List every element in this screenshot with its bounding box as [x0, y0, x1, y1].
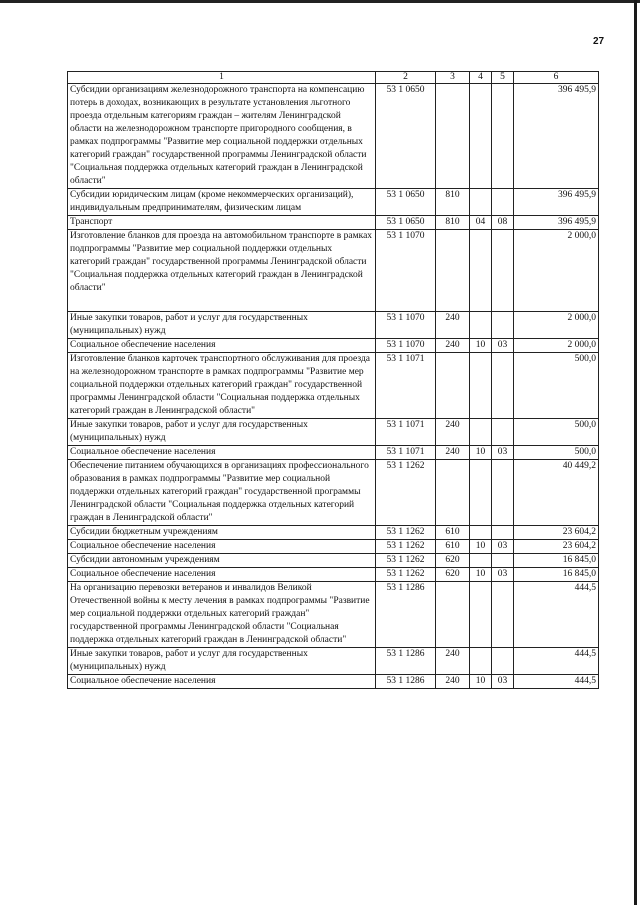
row-section — [470, 460, 492, 526]
row-name: Субсидии юридическим лицам (кроме некоммерческих организаций), индивидуальным предпринимателям, физическим лицам — [68, 189, 376, 216]
row-section: 10 — [470, 540, 492, 554]
row-type: 240 — [436, 312, 470, 339]
row-code: 53 1 1262 — [376, 460, 436, 526]
row-code: 53 1 1262 — [376, 526, 436, 540]
row-name: На организацию перевозки ветеранов и инвалидов Великой Отечественной войны к месту лечения в рамках подпрограммы "Развитие мер социальной поддержки отдельных категорий граждан" государственной программы Ленинградской области "Социальная поддержка отдельных категорий граждан в Ленинградской области" — [68, 582, 376, 648]
row-code: 53 1 1070 — [376, 312, 436, 339]
table-row — [68, 353, 599, 419]
table-row — [68, 554, 599, 568]
row-subsection: 03 — [492, 568, 514, 582]
row-type: 610 — [436, 526, 470, 540]
row-subsection — [492, 312, 514, 339]
table-row — [68, 648, 599, 675]
row-section — [470, 419, 492, 446]
row-name: Социальное обеспечение населения — [68, 446, 376, 460]
row-sum: 396 495,9 — [514, 216, 599, 230]
row-name: Социальное обеспечение населения — [68, 675, 376, 689]
table-row — [68, 312, 599, 339]
table-row — [68, 446, 599, 460]
row-subsection — [492, 84, 514, 189]
table-row — [68, 230, 599, 312]
row-section: 10 — [470, 446, 492, 460]
budget-table — [67, 71, 599, 689]
column-header: 4 — [470, 72, 492, 84]
row-sum: 40 449,2 — [514, 460, 599, 526]
table-row — [68, 339, 599, 353]
row-section — [470, 526, 492, 540]
row-code: 53 1 0650 — [376, 84, 436, 189]
row-subsection — [492, 419, 514, 446]
row-sum: 2 000,0 — [514, 312, 599, 339]
row-type: 810 — [436, 216, 470, 230]
table-row — [68, 84, 599, 189]
row-subsection — [492, 582, 514, 648]
row-subsection — [492, 554, 514, 568]
row-type: 240 — [436, 446, 470, 460]
row-section — [470, 353, 492, 419]
column-header: 3 — [436, 72, 470, 84]
row-subsection: 03 — [492, 446, 514, 460]
column-header: 6 — [514, 72, 599, 84]
row-code: 53 1 1262 — [376, 554, 436, 568]
row-code: 53 1 1071 — [376, 353, 436, 419]
table-row — [68, 216, 599, 230]
row-sum: 500,0 — [514, 353, 599, 419]
row-sum: 444,5 — [514, 675, 599, 689]
row-subsection — [492, 353, 514, 419]
row-code: 53 1 1070 — [376, 339, 436, 353]
table-row — [68, 526, 599, 540]
row-sum: 2 000,0 — [514, 230, 599, 312]
row-code: 53 1 0650 — [376, 189, 436, 216]
row-section — [470, 230, 492, 312]
row-name: Субсидии бюджетным учреждениям — [68, 526, 376, 540]
row-type — [436, 460, 470, 526]
row-subsection — [492, 189, 514, 216]
row-name: Иные закупки товаров, работ и услуг для государственных (муниципальных) нужд — [68, 648, 376, 675]
row-section — [470, 582, 492, 648]
row-name: Субсидии организациям железнодорожного транспорта на компенсацию потерь в доходах, возникающих в результате установления льготного проезда отдельным категориям граждан – жителям Ленинградской области на железнодорожном транспорте пригородного сообщения, в рамках подпрограммы "Развитие мер социальной поддержки отдельных категорий граждан" государственной программы Ленинградской области "Социальная поддержка отдельных категорий граждан в Ленинградской области" — [68, 84, 376, 189]
row-type: 240 — [436, 419, 470, 446]
header-row — [68, 72, 599, 84]
row-type: 810 — [436, 189, 470, 216]
row-section — [470, 84, 492, 189]
row-section: 10 — [470, 339, 492, 353]
row-subsection: 08 — [492, 216, 514, 230]
row-code: 53 1 1286 — [376, 675, 436, 689]
row-type — [436, 84, 470, 189]
table-row — [68, 460, 599, 526]
row-code: 53 1 1071 — [376, 419, 436, 446]
row-sum: 16 845,0 — [514, 568, 599, 582]
row-name: Транспорт — [68, 216, 376, 230]
row-section — [470, 648, 492, 675]
row-sum: 16 845,0 — [514, 554, 599, 568]
table-row — [68, 675, 599, 689]
row-section: 04 — [470, 216, 492, 230]
column-header: 1 — [68, 72, 376, 84]
row-type: 240 — [436, 675, 470, 689]
column-header: 2 — [376, 72, 436, 84]
table-row — [68, 189, 599, 216]
row-code: 53 1 1262 — [376, 540, 436, 554]
row-code: 53 1 1286 — [376, 582, 436, 648]
row-section: 10 — [470, 568, 492, 582]
row-code: 53 1 1070 — [376, 230, 436, 312]
row-section — [470, 554, 492, 568]
row-subsection: 03 — [492, 339, 514, 353]
row-sum: 23 604,2 — [514, 540, 599, 554]
row-name: Социальное обеспечение населения — [68, 568, 376, 582]
table-row — [68, 582, 599, 648]
row-section — [470, 312, 492, 339]
table-row — [68, 568, 599, 582]
row-name: Социальное обеспечение населения — [68, 540, 376, 554]
row-type: 620 — [436, 568, 470, 582]
row-type — [436, 230, 470, 312]
row-name: Субсидии автономным учреждениям — [68, 554, 376, 568]
row-type: 240 — [436, 648, 470, 675]
row-sum: 396 495,9 — [514, 189, 599, 216]
scan-top-edge — [0, 0, 640, 3]
row-subsection — [492, 526, 514, 540]
row-name: Изготовление бланков для проезда на автомобильном транспорте в рамках подпрограммы "Развитие мер социальной поддержки отдельных категорий граждан" государственной программы Ленинградской области "Социальная поддержка отдельных категорий граждан в Ленинградской области" — [68, 230, 376, 312]
row-sum: 2 000,0 — [514, 339, 599, 353]
row-section — [470, 189, 492, 216]
row-subsection — [492, 460, 514, 526]
row-type — [436, 582, 470, 648]
row-sum: 444,5 — [514, 582, 599, 648]
row-subsection — [492, 648, 514, 675]
row-sum: 500,0 — [514, 446, 599, 460]
table-row — [68, 540, 599, 554]
row-sum: 444,5 — [514, 648, 599, 675]
row-sum: 23 604,2 — [514, 526, 599, 540]
row-section: 10 — [470, 675, 492, 689]
row-subsection — [492, 230, 514, 312]
page-number: 27 — [593, 36, 605, 47]
row-subsection: 03 — [492, 675, 514, 689]
row-name: Изготовление бланков карточек транспортного обслуживания для проезда на железнодорожном транспорте в рамках подпрограммы "Развитие мер социальной поддержки отдельных категорий граждан" государственной программы Ленинградской области "Социальная поддержка отдельных категорий граждан в Ленинградской области" — [68, 353, 376, 419]
row-code: 53 1 0650 — [376, 216, 436, 230]
row-type: 610 — [436, 540, 470, 554]
row-name: Социальное обеспечение населения — [68, 339, 376, 353]
row-type — [436, 353, 470, 419]
row-code: 53 1 1071 — [376, 446, 436, 460]
row-name: Иные закупки товаров, работ и услуг для государственных (муниципальных) нужд — [68, 419, 376, 446]
row-sum: 500,0 — [514, 419, 599, 446]
row-code: 53 1 1262 — [376, 568, 436, 582]
row-name: Обеспечение питанием обучающихся в организациях профессионального образования в рамках подпрограммы "Развитие мер социальной поддержки отдельных категорий граждан" государственной программы Ленинградской области "Социальная поддержка отдельных категорий граждан в Ленинградской области" — [68, 460, 376, 526]
row-subsection: 03 — [492, 540, 514, 554]
row-type: 620 — [436, 554, 470, 568]
column-header: 5 — [492, 72, 514, 84]
table-row — [68, 419, 599, 446]
row-sum: 396 495,9 — [514, 84, 599, 189]
scan-right-edge — [634, 0, 637, 905]
row-code: 53 1 1286 — [376, 648, 436, 675]
row-name: Иные закупки товаров, работ и услуг для государственных (муниципальных) нужд — [68, 312, 376, 339]
row-type: 240 — [436, 339, 470, 353]
